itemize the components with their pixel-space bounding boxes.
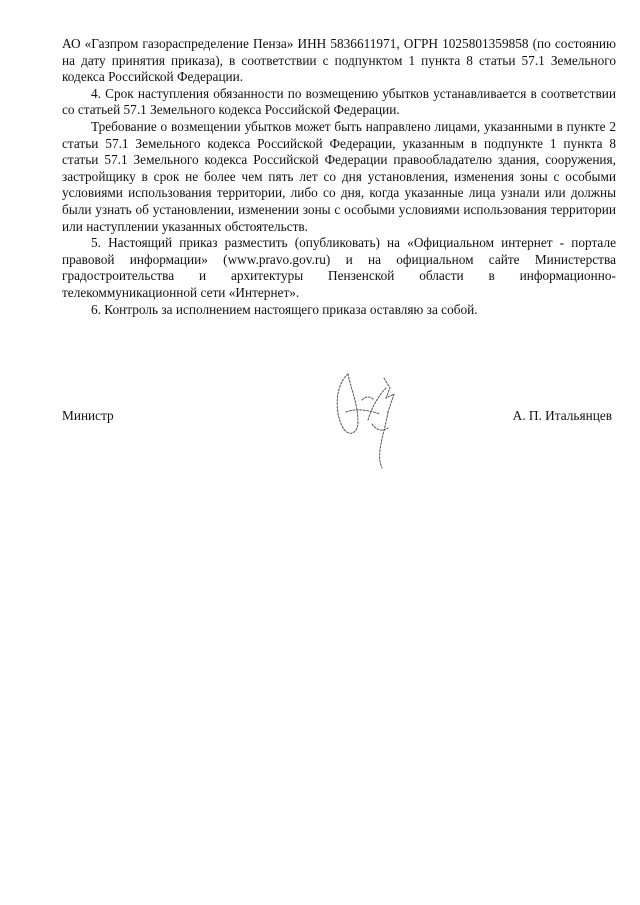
paragraph-item-5: 5. Настоящий приказ разместить (опубликовать) на «Официальном интернет - портале правовой информации» (www.pravo.gov.ru) и на официальном сайте Министерства градостроительства и архитектуры Пензенской области в информационно-телекоммуникационной сети «Интернет». — [62, 235, 616, 300]
paragraph-continuation: АО «Газпром газораспределение Пенза» ИНН 5836611971, ОГРН 1025801359858 (по состоянию на дату принятия приказа), в соответствии с подпунктом 1 пункта 8 статьи 57.1 Земельного кодекса Российской Федерации. — [62, 36, 616, 85]
signature-row — [62, 408, 612, 428]
signatory-name: А. П. Итальянцев — [512, 408, 612, 423]
paragraph-item-4: 4. Срок наступления обязанности по возмещению убытков устанавливается в соответствии со статьей 57.1 Земельного кодекса Российской Федерации. — [62, 85, 616, 118]
document-body — [62, 36, 616, 318]
paragraph-item-6: 6. Контроль за исполнением настоящего приказа оставляю за собой. — [91, 301, 478, 317]
signatory-title: Министр — [62, 408, 114, 423]
paragraph-damages-claim: Требование о возмещении убытков может быть направлено лицами, указанными в пункте 2 статьи 57.1 Земельного кодекса Российской Федерации, указанным в подпункте 1 пункта 8 статьи 57.1 Земельного кодекса Российской Федерации правообладателю здания, сооружения, застройщику в срок не более чем пять лет со дня установления, изменения зоны с особыми условиями использования территории, либо со дня, когда указанные лица узнали или должны были узнать об установлении, изменении зоны с особыми условиями использования территории или наступлении указанных обстоятельств. — [62, 118, 616, 234]
